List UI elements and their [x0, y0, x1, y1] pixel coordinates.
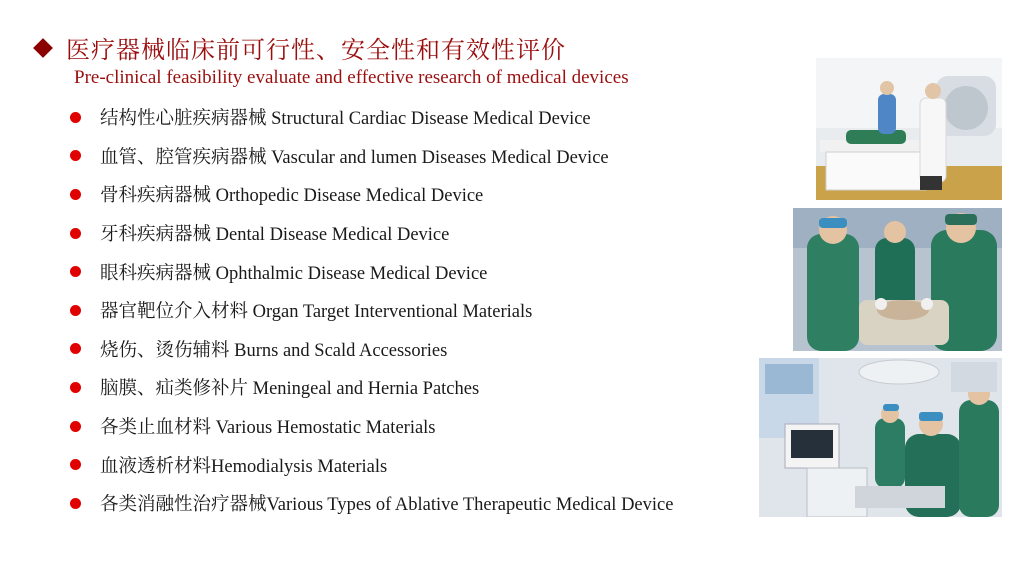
list-item-label: 各类消融性治疗器械Various Types of Ablative Therapeutic Medical Device: [100, 495, 674, 516]
photo-surgery-team: [793, 208, 1002, 351]
list-item: [70, 407, 673, 446]
red-dot-bullet-icon: [70, 189, 81, 200]
red-dot-bullet-icon: [70, 150, 81, 161]
diamond-bullet-icon: [33, 38, 53, 58]
red-dot-bullet-icon: [70, 382, 81, 393]
list-item: [70, 214, 673, 253]
red-dot-bullet-icon: [70, 266, 81, 277]
list-item: [70, 291, 673, 330]
device-list: [70, 98, 673, 523]
red-dot-bullet-icon: [70, 421, 81, 432]
list-item: [70, 175, 673, 214]
photo-imaging-room: [816, 58, 1002, 200]
red-dot-bullet-icon: [70, 343, 81, 354]
list-item: [70, 330, 673, 369]
list-item: [70, 368, 673, 407]
red-dot-bullet-icon: [70, 459, 81, 470]
list-item: [70, 98, 673, 137]
red-dot-bullet-icon: [70, 498, 81, 509]
red-dot-bullet-icon: [70, 112, 81, 123]
list-item: [70, 445, 673, 484]
list-item-label: 血管、腔管疾病器械 Vascular and lumen Diseases Medical Device: [100, 147, 609, 168]
red-dot-bullet-icon: [70, 305, 81, 316]
red-dot-bullet-icon: [70, 228, 81, 239]
list-item: [70, 137, 673, 176]
list-item-label: 结构性心脏疾病器械 Structural Cardiac Disease Medical Device: [100, 109, 591, 130]
title-row: [32, 30, 566, 65]
list-item-label: 牙科疾病器械 Dental Disease Medical Device: [100, 225, 450, 246]
list-item-label: 骨科疾病器械 Orthopedic Disease Medical Device: [100, 186, 484, 207]
list-item-label: 各类止血材料 Various Hemostatic Materials: [100, 418, 436, 439]
list-item: [70, 252, 673, 291]
list-item-label: 器官靶位介入材料 Organ Target Interventional Materials: [100, 302, 533, 323]
list-item-label: 眼科疾病器械 Ophthalmic Disease Medical Device: [100, 263, 488, 284]
photo-cath-lab: [759, 358, 1002, 517]
list-item-label: 烧伤、烫伤辅料 Burns and Scald Accessories: [100, 340, 448, 361]
list-item: [70, 484, 673, 523]
list-item-label: 血液透析材料Hemodialysis Materials: [100, 456, 388, 477]
list-item-label: 脑膜、疝类修补片 Meningeal and Hernia Patches: [100, 379, 480, 400]
slide-title: 医疗器械临床前可行性、安全性和有效性评价: [66, 36, 566, 64]
slide-subtitle: Pre-clinical feasibility evaluate and effective research of medical devices: [74, 67, 629, 88]
